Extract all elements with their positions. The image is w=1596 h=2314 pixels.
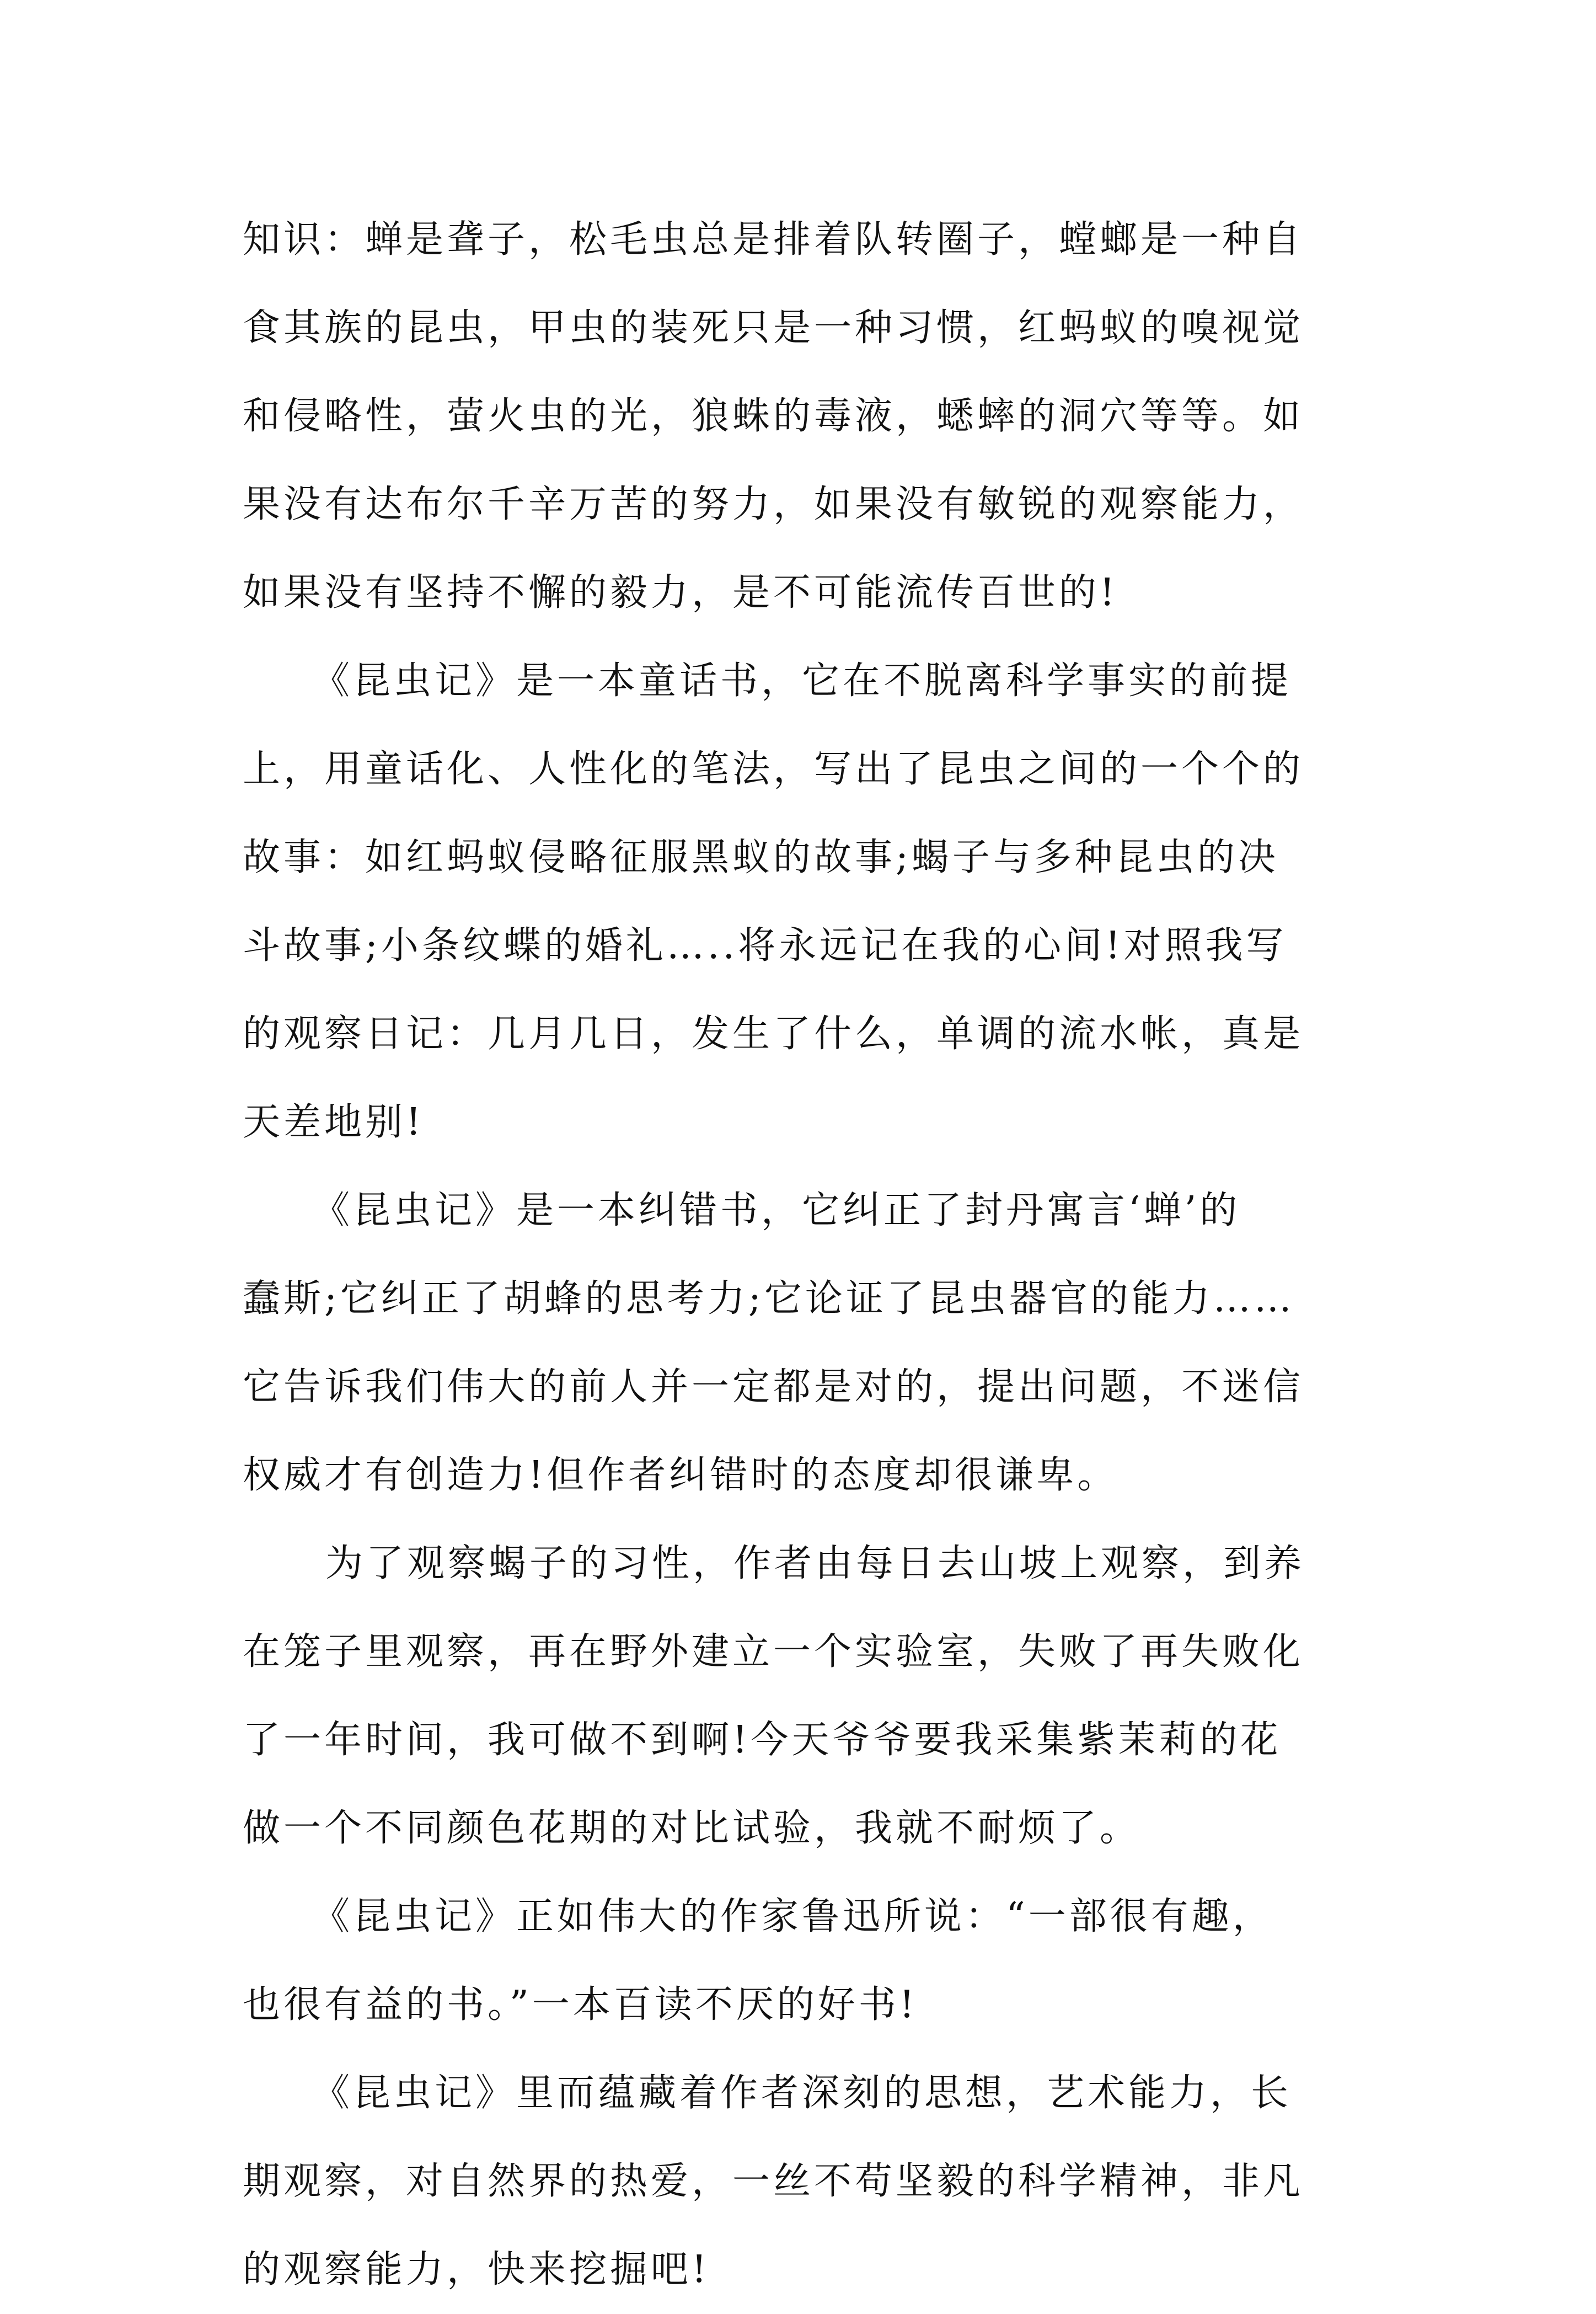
text-line: 天差地别! bbox=[243, 1100, 425, 1144]
text-line: 果没有达布尔千辛万苦的努力，如果没有敏锐的观察能力， bbox=[243, 483, 1304, 526]
paragraph-conclusion bbox=[243, 2049, 1368, 2314]
text-line: 蠢斯;它纠正了胡蜂的思考力;它论证了昆虫器官的能力…… bbox=[243, 1277, 1295, 1321]
paragraph-fairy-tale-book bbox=[243, 637, 1368, 1167]
text-line: 知识：蝉是聋子，松毛虫总是排着队转圈子，螳螂是一种自 bbox=[243, 218, 1304, 261]
text-line: 期观察，对自然界的热爱，一丝不苟坚毅的科学精神，非凡 bbox=[243, 2160, 1304, 2203]
text-line: 如果没有坚持不懈的毅力，是不可能流传百世的! bbox=[243, 571, 1118, 614]
paragraph-lu-xun-quote bbox=[243, 1873, 1368, 2049]
text-line: 也很有益的书。”一本百读不厌的好书! bbox=[243, 1983, 918, 2027]
text-line: 《昆虫记》是一本童话书，它在不脱离科学事实的前提 bbox=[312, 659, 1292, 703]
text-line: 的观察能力，快来挖掘吧! bbox=[243, 2248, 710, 2291]
text-line: 它告诉我们伟大的前人并一定都是对的，提出问题，不迷信 bbox=[243, 1365, 1304, 1409]
text-line: 为了观察蝎子的习性，作者由每日去山坡上观察，到养 bbox=[325, 1542, 1305, 1585]
paragraph-continued-knowledge bbox=[243, 196, 1368, 637]
text-line: 和侵略性，萤火虫的光，狼蛛的毒液，蟋蟀的洞穴等等。如 bbox=[243, 394, 1304, 438]
paragraph-correction-book bbox=[243, 1167, 1368, 1520]
text-line: 《昆虫记》里而蕴藏着作者深刻的思想，艺术能力，长 bbox=[312, 2071, 1292, 2115]
text-line: 故事：如红蚂蚁侵略征服黑蚁的故事;蝎子与多种昆虫的决 bbox=[243, 836, 1279, 879]
text-line: 《昆虫记》是一本纠错书，它纠正了封丹寓言‘蝉’的 bbox=[312, 1189, 1241, 1232]
text-line: 《昆虫记》正如伟大的作家鲁迅所说：“一部很有趣， bbox=[312, 1895, 1273, 1938]
text-line: 的观察日记：几月几日，发生了什么，单调的流水帐，真是 bbox=[243, 1012, 1304, 1056]
text-line: 斗故事;小条纹蝶的婚礼…..将永远记在我的心间!对照我写 bbox=[243, 924, 1287, 968]
text-line: 权威才有创造力!但作者纠错时的态度却很谦卑。 bbox=[243, 1453, 1118, 1497]
text-line: 食其族的昆虫，甲虫的装死只是一种习惯，红蚂蚁的嗅视觉 bbox=[243, 306, 1304, 350]
text-line: 在笼子里观察，再在野外建立一个实验室，失败了再失败化 bbox=[243, 1630, 1304, 1674]
text-line: 了一年时间，我可做不到啊!今天爷爷要我采集紫茉莉的花 bbox=[243, 1718, 1282, 1762]
text-line: 做一个不同颜色花期的对比试验，我就不耐烦了。 bbox=[243, 1807, 1141, 1850]
paragraph-scorpion-observation bbox=[243, 1520, 1368, 1873]
text-line: 上，用童话化、人性化的笔法，写出了昆虫之间的一个个的 bbox=[243, 747, 1304, 791]
document-body bbox=[243, 196, 1368, 2314]
